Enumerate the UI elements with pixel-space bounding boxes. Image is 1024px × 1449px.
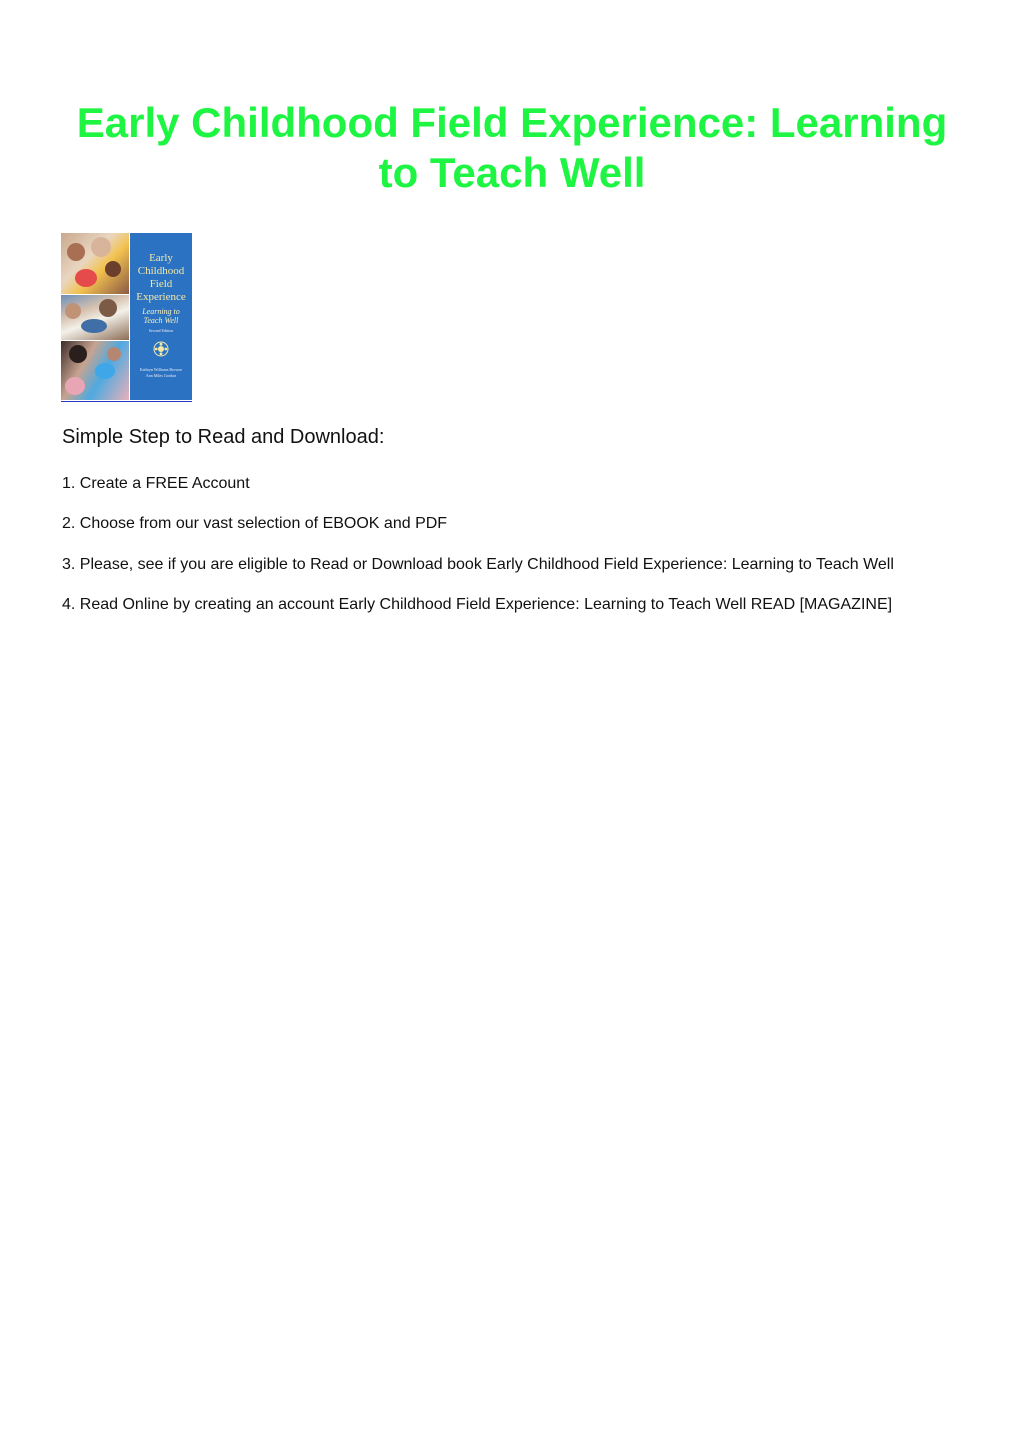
cover-link-underline <box>61 401 192 402</box>
cover-edition: Second Edition <box>148 328 174 333</box>
cover-subtitle-line: Teach Well <box>143 316 179 325</box>
cover-photo-teacher-with-children <box>61 233 129 294</box>
cover-title-line: Early <box>149 252 173 264</box>
cover-photo-classroom <box>61 295 129 340</box>
step-check-eligibility: 3. Please, see if you are eligible to Read or Download book Early Childhood Field Experience: Learning to Teach Well <box>62 556 894 573</box>
cover-title-line: Experience <box>136 291 186 303</box>
cover-title-panel <box>130 233 192 400</box>
steps-heading: Simple Step to Read and Download: <box>62 426 385 448</box>
step-read-online: 4. Read Online by creating an account Early Childhood Field Experience: Learning to Teach Well READ [MAGAZINE] <box>62 596 893 613</box>
cover-author: Kathryn Williams Browne <box>139 367 183 372</box>
cover-author: Ann Miles Gordon <box>145 373 177 378</box>
book-cover-image <box>61 233 192 400</box>
cover-flower-emblem-icon <box>153 341 169 357</box>
cover-authors <box>132 367 190 379</box>
cover-title-line: Childhood <box>137 265 185 277</box>
cover-photo-column <box>61 233 129 400</box>
cover-subtitle <box>132 307 190 325</box>
cover-photo-children-playing <box>61 341 129 400</box>
page-title: Early Childhood Field Experience: Learning to Teach Well <box>76 99 948 196</box>
cover-subtitle-line: Learning to <box>142 307 180 316</box>
cover-title-line: Field <box>149 278 173 290</box>
step-choose-selection: 2. Choose from our vast selection of EBOOK and PDF <box>62 515 448 532</box>
cover-title <box>132 252 190 304</box>
step-create-account: 1. Create a FREE Account <box>62 475 250 492</box>
book-cover-link[interactable] <box>61 233 192 403</box>
